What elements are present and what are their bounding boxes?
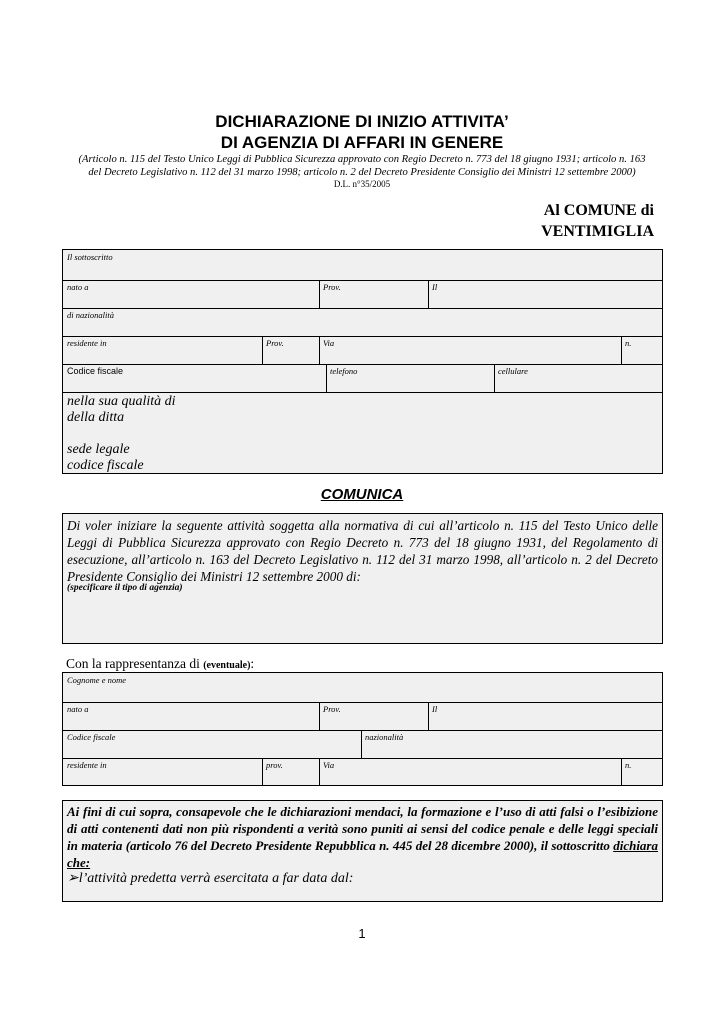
- rep-field-residence-prov[interactable]: prov.: [266, 760, 283, 770]
- rep-field-nato-a[interactable]: nato a: [67, 704, 89, 714]
- field-nato-a[interactable]: nato a: [67, 282, 89, 292]
- declaration-section: [62, 800, 663, 902]
- field-codice-fiscale[interactable]: Codice fiscale: [67, 366, 124, 376]
- field-sottoscritto[interactable]: Il sottoscritto: [67, 252, 113, 262]
- rep-field-residente-in[interactable]: residente in: [67, 760, 107, 770]
- document-title-line1: DICHIARAZIONE DI INIZIO ATTIVITA’: [215, 112, 509, 131]
- rep-field-street-number[interactable]: n.: [625, 760, 632, 770]
- field-qualita[interactable]: nella sua qualità di: [67, 394, 176, 409]
- page-number: 1: [358, 926, 366, 941]
- legal-reference-line2: del Decreto Legislativo n. 112 del 31 marzo 1998; articolo n. 2 del Decreto Presidente Consiglio dei Ministri 12 settembre 2000): [88, 167, 636, 178]
- activity-section[interactable]: [62, 513, 663, 644]
- field-residente-in[interactable]: residente in: [67, 338, 107, 348]
- rep-field-prov[interactable]: Prov.: [323, 704, 341, 714]
- recipient-line2: VENTIMIGLIA: [541, 223, 654, 240]
- declaration-item-start-date[interactable]: ➢l’attività predetta verrà esercitata a far data dal:: [67, 871, 354, 886]
- rep-field-nazionalita[interactable]: nazionalità: [365, 732, 404, 742]
- field-telefono[interactable]: telefono: [330, 366, 358, 376]
- legal-reference-line1: (Articolo n. 115 del Testo Unico Leggi di Pubblica Sicurezza approvato con Regio Decreto n. 773 del 18 giugno 1931; articolo n. 163: [78, 154, 646, 165]
- arrow-bullet-icon: ➢: [67, 871, 79, 886]
- rep-field-codice-fiscale[interactable]: Codice fiscale: [67, 732, 116, 742]
- comunica-heading: COMUNICA: [320, 486, 404, 503]
- applicant-section: [62, 249, 663, 474]
- field-sede-legale[interactable]: sede legale: [67, 442, 130, 457]
- document-title-line2: DI AGENZIA DI AFFARI IN GENERE: [220, 133, 504, 152]
- field-company-codice-fiscale[interactable]: codice fiscale: [67, 458, 144, 473]
- field-street-number[interactable]: n.: [625, 338, 632, 348]
- field-cellulare[interactable]: cellulare: [498, 366, 528, 376]
- rep-field-birth-date[interactable]: Il: [432, 704, 438, 714]
- field-residence-prov[interactable]: Prov.: [266, 338, 284, 348]
- field-ditta[interactable]: della ditta: [67, 410, 125, 425]
- representative-section: [62, 672, 663, 786]
- activity-statement: Di voler iniziare la seguente attività soggetta alla normativa di cui all’articolo n. 115 del Testo Unico delle Leggi di Pubblica Sicurezza approvato con Regio Decreto n. 773 del 18 giugno 1931, del Regolamento di esecuzione, all’articolo n. 163 del Decreto Legislativo n. 112 del 31 marzo 1998, all’articolo n. 2 del Decreto Presidente Consiglio dei Ministri 12 settembre 2000 di:: [67, 518, 658, 584]
- field-birth-date[interactable]: Il: [432, 282, 438, 292]
- field-via[interactable]: Via: [323, 338, 335, 348]
- field-prov[interactable]: Prov.: [323, 282, 341, 292]
- rep-field-via[interactable]: Via: [323, 760, 335, 770]
- representative-intro: Con la rappresentanza di (eventuale):: [66, 656, 255, 671]
- agency-type-note: (specificare il tipo di agenzia): [67, 583, 183, 593]
- recipient-line1: Al COMUNE di: [543, 202, 654, 219]
- field-nazionalita[interactable]: di nazionalità: [67, 310, 114, 320]
- decree-reference: D.L. n°35/2005: [333, 179, 391, 189]
- dichiara-che: dichiara che:: [67, 838, 658, 870]
- declaration-statement: Ai fini di cui sopra, consapevole che le dichiarazioni mendaci, la formazione e l’uso di atti falsi o l’esibizione di atti contenenti dati non più rispondenti a verità sono puniti ai sensi del codice penale e delle leggi speciali in materia (articolo 76 del Decreto Presidente Repubblica n. 445 del 28 dicembre 2000), il sottoscritto dichiara che:: [67, 804, 658, 870]
- rep-field-cognome-nome[interactable]: Cognome e nome: [67, 675, 127, 685]
